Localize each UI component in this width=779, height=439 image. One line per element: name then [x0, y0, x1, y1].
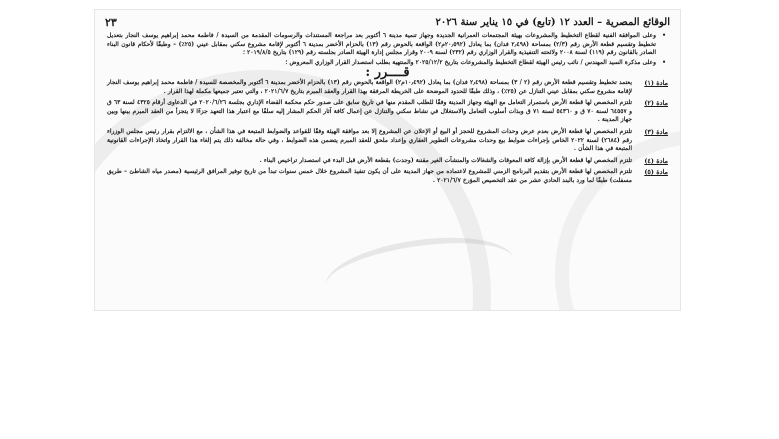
article-text: يعتمد تخطيط وتقسيم قطعة الأرض رقم (٢ / ٣) بمساحة (٢٫٤٩٨ فدان) بما يعادل (١٠٫٤٩٢م٢) الواقعة بالحوض رقم (١٣) بالحزام الأخضر بمدينة ٦ أكتوبر والمخصصة للسيدة / فاطمة محمد إبراهيم يوسف النجار لإقامة مشروع سكني بمقابل عيني التنازل عن (٢٥٪) ، وذلك طبقًا للحدود الموضحة على الخريطة المرفقة بهذا القرار والعقد المبرم بتاريخ ٢٠٢١/٦/٧ ، والتي تعتبر جميعها مكملة لهذا القرار . [107, 78, 633, 95]
article-1 [107, 79, 668, 96]
article-label: مادة (٤) [644, 156, 668, 165]
article-label: مادة (٥) [644, 168, 668, 177]
preamble-paragraph: • وعلى مذكرة السيد المهندس / نائب رئيس الهيئة لقطاع التخطيط والمشروعات بتاريخ ٢٠٢٥/١٢/٢ والمنتهية بطلب استصدار القرار الوزاري المعروض ؛ [107, 59, 668, 68]
article-5 [107, 168, 668, 185]
article-label: مادة (١) [644, 78, 668, 87]
article-text: تلتزم المخصص لها قطعة الأرض باستمرار التعامل مع الهيئة وجهاز المدينة وفقًا للطلب المقدم منها في تاريخ سابق على صدور حكم محكمة القضاء الإداري بجلسة ٢٠٢٠/٦/٢٦ في الدعاوى أرقام ٤٣٢٥ لسنة ٦٣ ق و ٦٤٥٥٧ لسنة ٧٠ ق و ٥٤٣٦٠ لسنة ٧١ ق وبذات أسلوب التعامل والاستغلال في نشاط سكني والتنازل عن إعمال كافة آثار الحكم المشار إليه سلفًا مع اعتبار هذا التعهد جزءًا لا يتجزأ من العقد المبرم بينها وبين جهاز المدينة . [107, 99, 633, 124]
decree-heading: قــــرر : [365, 65, 410, 81]
article-2 [107, 99, 668, 125]
article-text: تلتزم المخصص لها قطعة الأرض بعدم عرض وحدات المشروع للحجز أو البيع أو الإعلان عن المشروع إلا بعد موافقة الهيئة وفقًا للقواعد والضوابط المتبعة في هذا الشأن ، مع الالتزام بقرار رئيس مجلس الوزراء رقم (٢٦٨٤) لسنة ٢٠٢٢ الخاص بإجراءات ضوابط بيع وحدات مشروعات التطوير العقاري وإعداد ملحق للعقد المبرم يتضمن هذه الضوابط ، وفي حالة مخالفة ذلك يتم إلغاء هذا القرار واتخاذ الإجراءات القانونية المتبعة في هذا الشأن . [107, 127, 632, 153]
page-header [105, 12, 670, 32]
gazette-page [95, 10, 680, 310]
preamble [107, 32, 668, 67]
article-4 [107, 157, 668, 166]
article-3 [107, 128, 668, 154]
page-number: ٢٣ [105, 15, 117, 29]
header-title: الوقائع المصرية – العدد ١٢ (تابع) في ١٥ يناير سنة ٢٠٢٦ [435, 16, 670, 28]
article-label: مادة (٣) [644, 127, 668, 136]
preamble-paragraph: • وعلى الموافقة الفنية لقطاع التخطيط والمشروعات بهيئة المجتمعات العمرانية الجديدة وجهاز تنمية مدينة ٦ أكتوبر بعد مراجعة المستندات والرسومات المقدمة من السيدة / فاطمة محمد إبراهيم يوسف النجار بتعديل تخطيط وتقسيم قطعة الأرض رقم (٢/٣) بمساحة (٢٫٤٩٨ فدان) بما يعادل (٢٠٫٥٩٢م٢) الواقعة بالحوض رقم (١٣) بالحزام الأخضر بمدينة ٦ أكتوبر لإقامة مشروع سكني بمقابل عيني (٢٥٪) – وطبقًا لأحكام قانون البناء الصادر بالقانون رقم (١١٩) لسنة ٢٠٠٨ ولائحته التنفيذية والقرار الوزاري رقم (٢٣٢) لسنة ٢٠٠٩ وقرار مجلس إدارة الهيئة الصادر بجلسته رقم (١٢٩) بتاريخ ٢٠١٩/٨/٥ ؛ [107, 32, 668, 58]
article-text: تلتزم المخصص لها قطعة الأرض بتقديم البرنامج الزمني للمشروع لاعتماده من جهاز المدينة على أن يكون تنفيذ المشروع خلال خمس سنوات تبدأ من تاريخ توفير المرافق الرئيسية (مصدر مياه الشاطئ – طريق مسفلت) طبقًا لما ورد بالبند الحادي عشر من عقد التخصيص المؤرخ ٢٠٢١/٦/٧ . [107, 168, 632, 184]
article-text: تلتزم المخصص لها قطعة الأرض بإزالة كافة المعوقات والشغالات والمنشآت الغير مقننة (وجدت) بقطعة الأرض قبل البدء في استصدار تراخيص البناء . [259, 156, 632, 164]
article-label: مادة (٢) [644, 99, 668, 108]
